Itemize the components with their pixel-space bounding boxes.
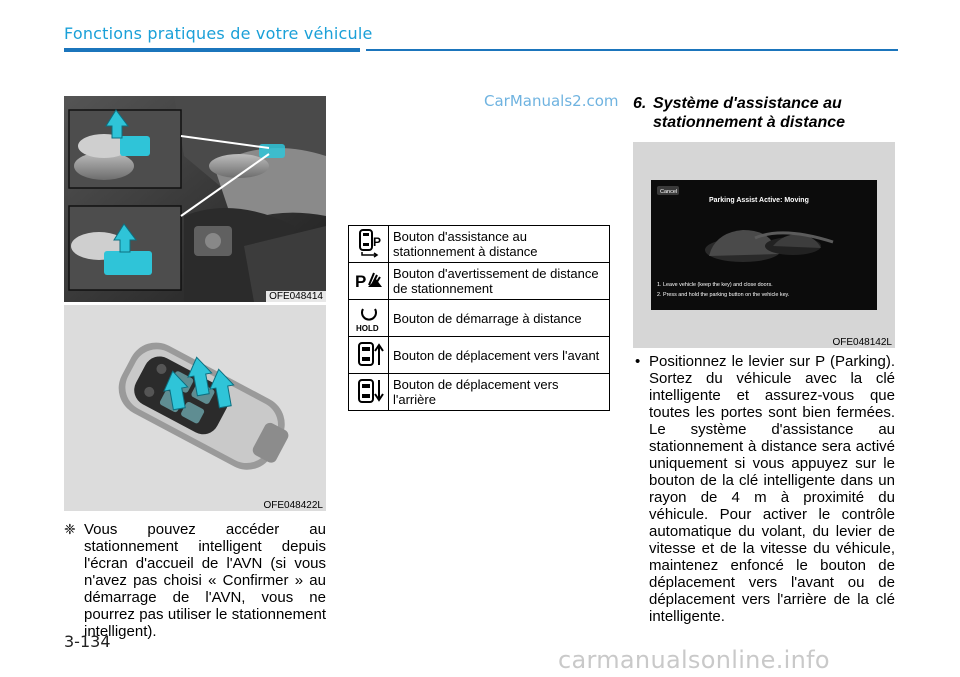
chapter-title: Fonctions pratiques de votre véhicule xyxy=(64,24,373,43)
svg-text:P: P xyxy=(354,271,366,291)
svg-text:P: P xyxy=(372,234,381,249)
table-cell-label: Bouton d'assistance au stationnement à distance xyxy=(389,226,610,263)
table-row xyxy=(349,226,610,263)
smart-key-illustration xyxy=(64,305,326,511)
bullet-text: Positionnez le levier sur P (Parking). Sortez du véhicule avec la clé intelligente et assurez-vous que toutes les portes sont bien fermées. Le système d'assistance au stationnement à distance sera activé uniquement si vous appuyez sur le bouton de la clé intelligente dans un rayon de 4 m à proximité du véhicule. Pour activer le contrôle automatique du volant, du levier de vitesse et de la vitesse du véhicule, maintenez enfoncé le bouton de déplacement vers l'avant ou de déplacement vers l'arrière de la clé intelligente. xyxy=(649,353,895,625)
note-paragraph xyxy=(64,521,326,640)
table-row xyxy=(349,263,610,300)
remote-parking-assist-icon xyxy=(349,226,389,263)
remote-start-hold-icon xyxy=(349,300,389,337)
svg-text:HOLD: HOLD xyxy=(355,323,379,333)
instruction-bullet xyxy=(633,353,895,625)
section-title-line2: stationnement à distance xyxy=(653,114,846,131)
parking-screen-photo xyxy=(633,142,895,348)
table-cell-label: Bouton d'avertissement de distance de stationnement xyxy=(389,263,610,300)
move-backward-icon xyxy=(349,374,389,411)
parking-screen-illustration xyxy=(633,142,895,348)
figure-code-console: OFE048414 xyxy=(266,291,326,302)
screen-title: Parking Assist Active: Moving xyxy=(709,197,809,204)
table-row xyxy=(349,374,610,411)
watermark-bottom: carmanualsonline.info xyxy=(558,646,830,674)
key-buttons-table xyxy=(348,225,610,411)
table-cell-label: Bouton de déplacement vers l'avant xyxy=(389,337,610,374)
table-row xyxy=(349,300,610,337)
figure-code-key: OFE048422L xyxy=(263,500,323,511)
move-forward-icon xyxy=(349,337,389,374)
section-title-line1: Système d'assistance au xyxy=(653,95,842,112)
header-rule-dark xyxy=(64,48,360,52)
section-title xyxy=(633,94,895,132)
key-photo xyxy=(64,305,326,511)
table-cell-label: Bouton de déplacement vers l'arrière xyxy=(389,374,610,411)
table-cell-label: Bouton de démarrage à distance xyxy=(389,300,610,337)
figure-code-screen: OFE048142L xyxy=(832,337,892,348)
console-photo xyxy=(64,96,326,302)
parking-distance-warning-icon xyxy=(349,263,389,300)
screen-cancel-button: Cancel xyxy=(660,189,678,195)
watermark-top: CarManuals2.com xyxy=(484,92,619,110)
bullet-mark: • xyxy=(635,353,641,370)
table-row xyxy=(349,337,610,374)
screen-step2: 2. Press and hold the parking button on the vehicle key. xyxy=(657,292,790,298)
note-text: Vous pouvez accéder au stationnement intelligent depuis l'écran d'accueil de l'AVN (si vous n'avez pas choisi « Confirmer » au démarrage de l'AVN, vous ne pourrez pas utiliser le stationnement intelligent). xyxy=(84,521,326,640)
header-rule-light xyxy=(366,49,898,51)
console-illustration xyxy=(64,96,326,302)
screen-step1: 1. Leave vehicle (keep the key) and close doors. xyxy=(657,282,773,288)
page-number: 3-134 xyxy=(64,632,111,651)
section-number: 6. xyxy=(633,95,647,112)
note-mark: ❈ xyxy=(64,521,76,537)
